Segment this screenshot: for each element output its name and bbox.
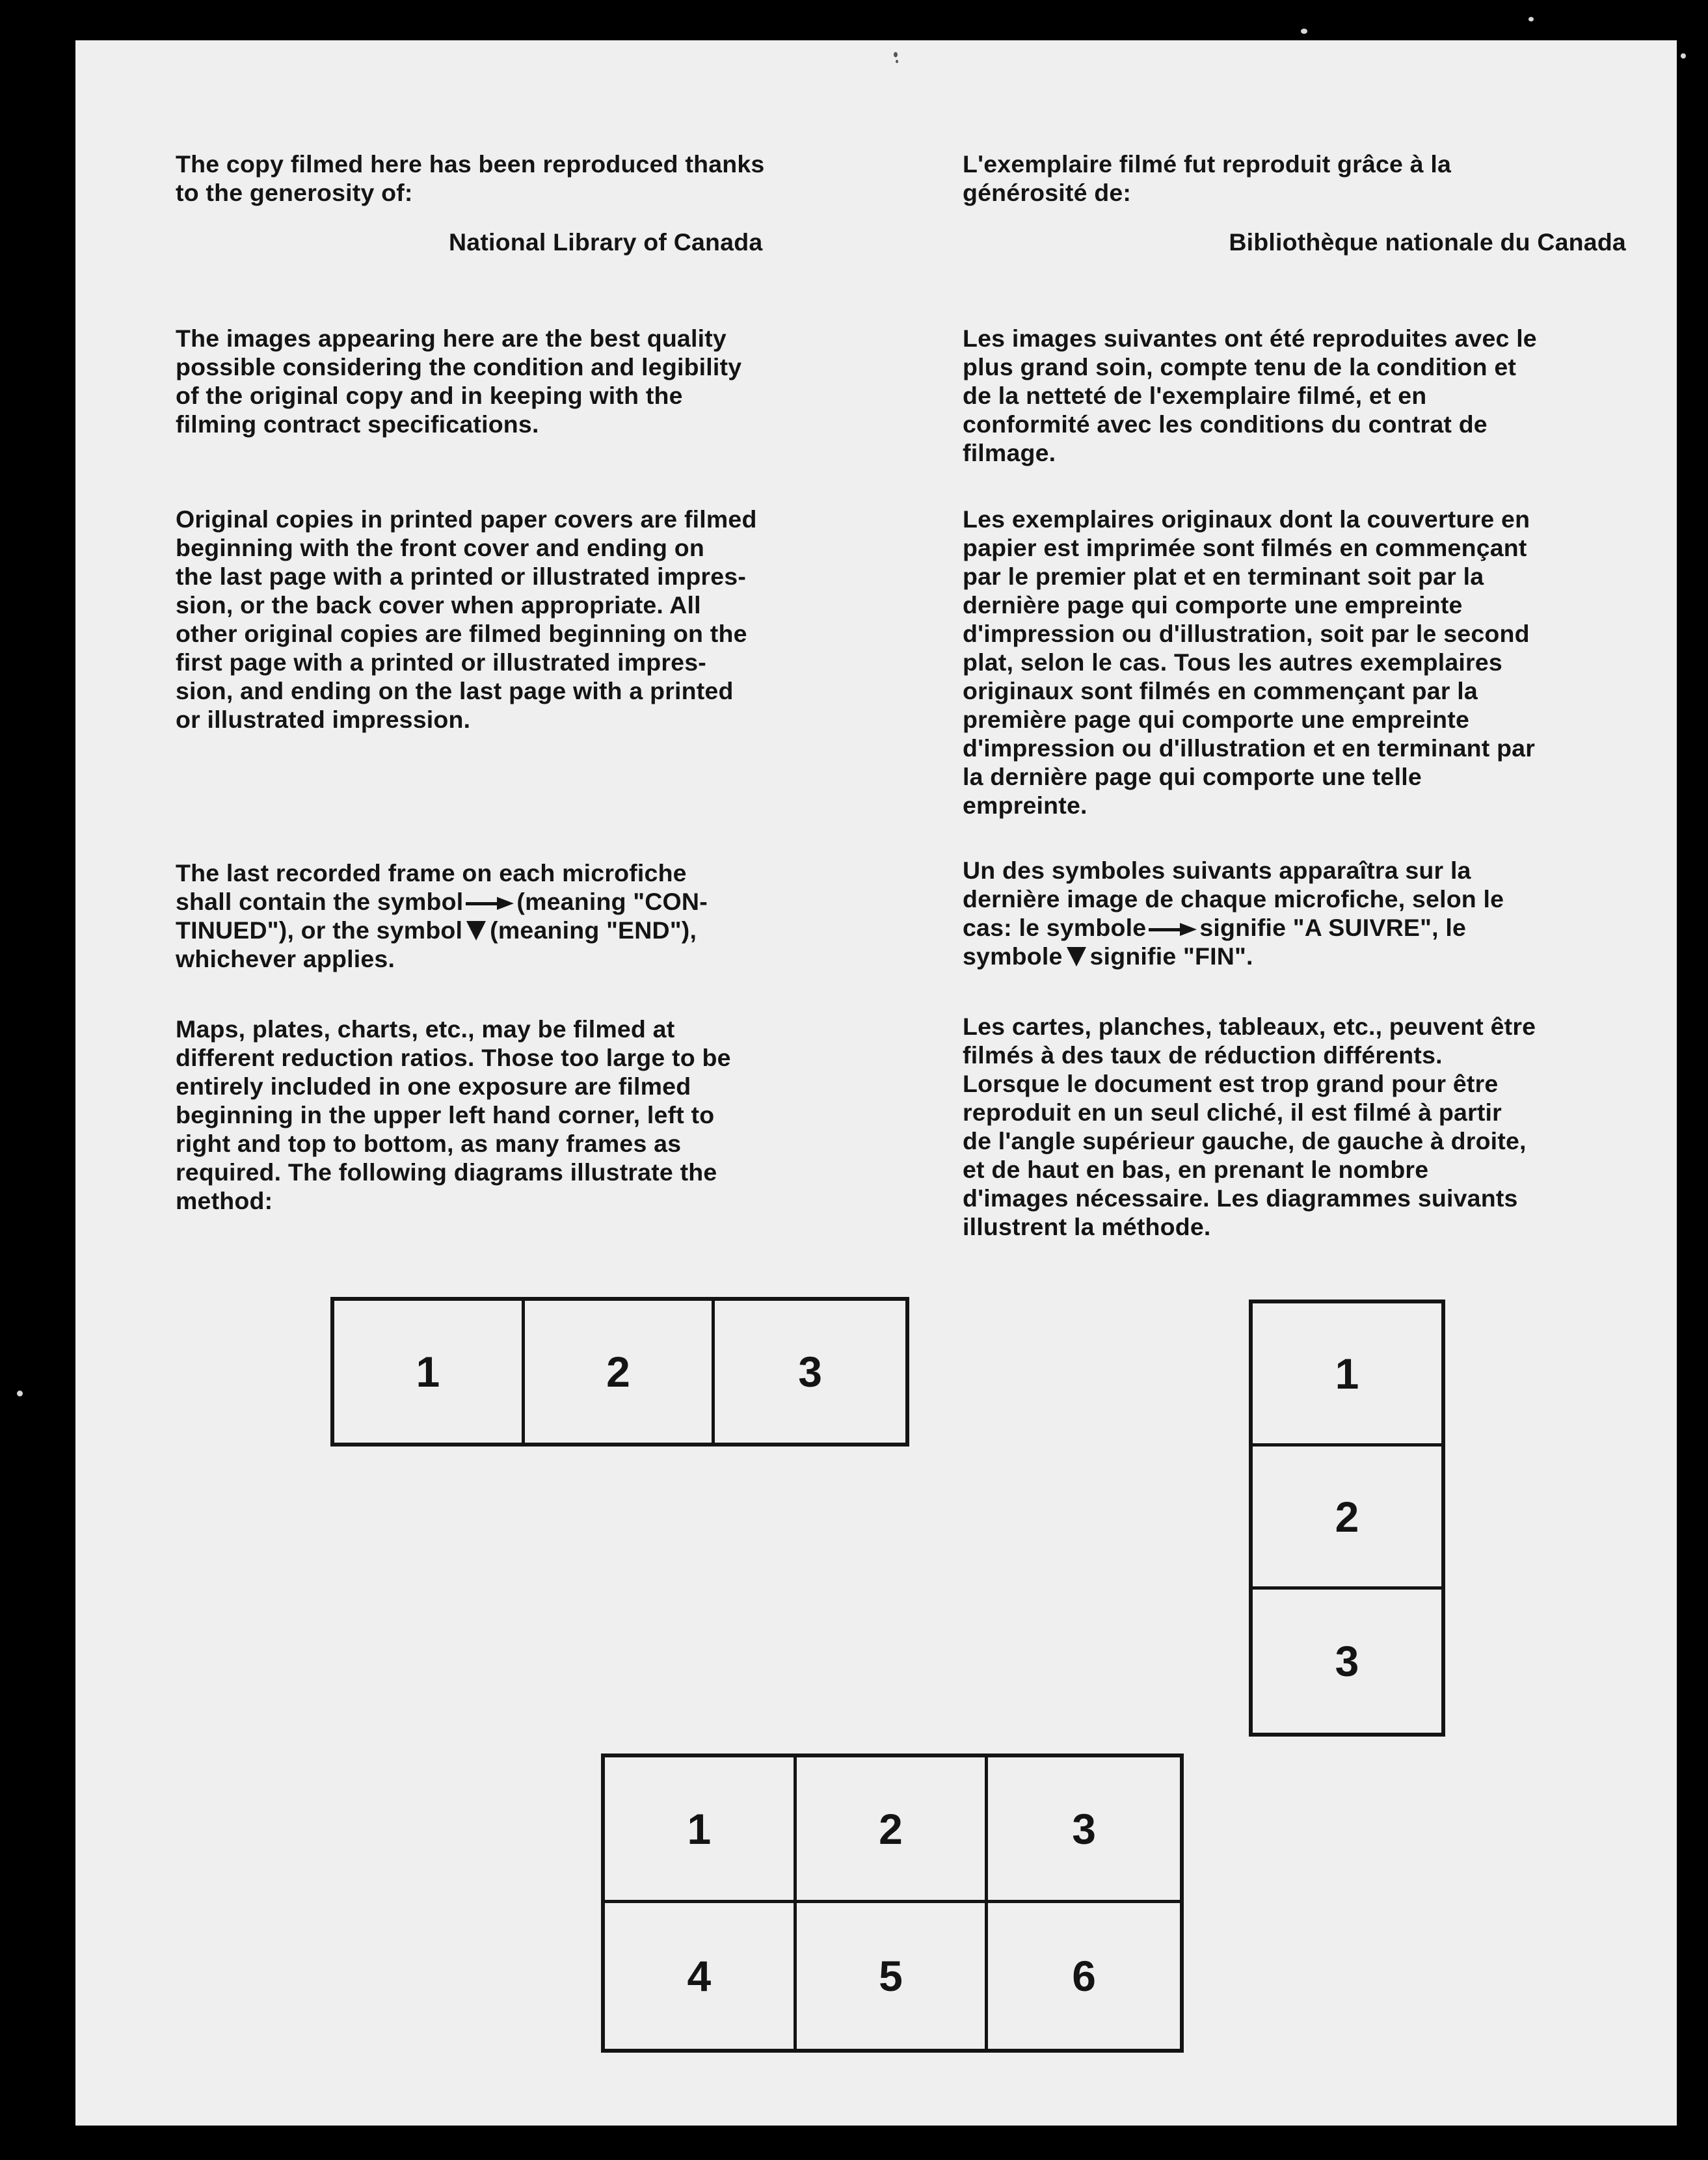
fr-p4-line3b: signifie "A SUIVRE", le (1199, 914, 1466, 941)
en-p3-line2: beginning with the front cover and ending on (176, 534, 704, 561)
triangle-down-icon (466, 921, 486, 940)
fr-p3-line10: la dernière page qui comporte une telle (963, 763, 1422, 790)
en-p3-line5: other original copies are filmed beginning on the (176, 620, 747, 647)
fr-institution: Bibliothèque nationale du Canada (1229, 228, 1626, 256)
fr-p4-line1: Un des symboles suivants apparaîtra sur la (963, 857, 1471, 884)
en-p1-line1: The copy filmed here has been reproduced thanks (176, 150, 765, 178)
en-p5-line6: required. The following diagrams illustrate the (176, 1158, 717, 1186)
triangle-down-icon (1067, 947, 1086, 967)
fr-p5-line8: illustrent la méthode. (963, 1213, 1211, 1240)
en-p5-line1: Maps, plates, charts, etc., may be filmed at (176, 1015, 675, 1043)
en-p4-line2b: (meaning "CON- (516, 888, 708, 915)
en-p4-line2a: shall contain the symbol (176, 888, 464, 915)
en-p4-line1: The last recorded frame on each microfiche (176, 859, 687, 887)
fr-p5-line2: filmés à des taux de réduction différents. (963, 1041, 1443, 1069)
frame-cell: 3 (798, 1348, 823, 1396)
fr-p3-line5: d'impression ou d'illustration, soit par le second (963, 620, 1530, 647)
en-p1-line2: to the generosity of: (176, 179, 413, 206)
diagram-horizontal (330, 1297, 909, 1447)
en-p3-line3: the last page with a printed or illustrated impres- (176, 563, 747, 590)
fr-p5-line4: reproduit en un seul cliché, il est filmé à partir (963, 1099, 1502, 1126)
fr-p2-line4: conformité avec les conditions du contrat de (963, 410, 1488, 438)
fr-p2-line5: filmage. (963, 439, 1056, 466)
frame-cell: 3 (1335, 1637, 1359, 1685)
filmed-document-page (75, 40, 1677, 2126)
frame-cell: 2 (797, 1757, 989, 1903)
fr-p3-line11: empreinte. (963, 792, 1088, 819)
en-p3-line4: sion, or the back cover when appropriate. All (176, 591, 701, 619)
en-p2-line4: filming contract specifications. (176, 410, 539, 438)
arrow-icon (466, 897, 514, 910)
fr-p1-line1: L'exemplaire filmé fut reproduit grâce à la (963, 150, 1452, 178)
frame-cell: 1 (334, 1301, 525, 1443)
en-p5-line3: entirely included in one exposure are filmed (176, 1073, 691, 1100)
film-speck (1681, 53, 1686, 59)
en-p3-line6: first page with a printed or illustrated impres- (176, 648, 706, 676)
fr-p3-line2: papier est imprimée sont filmés en commençant (963, 534, 1527, 561)
fr-p2-line2: plus grand soin, compte tenu de la condition et (963, 353, 1517, 380)
en-p2-line3: of the original copy and in keeping with the (176, 382, 683, 409)
fr-p3-line1: Les exemplaires originaux dont la couverture en (963, 505, 1530, 533)
frame-cell: 3 (988, 1757, 1180, 1903)
arrow-icon (1149, 923, 1197, 936)
en-p3-line1: Original copies in printed paper covers are filmed (176, 505, 757, 533)
fr-p3-line9: d'impression ou d'illustration et en terminant par (963, 734, 1536, 762)
fr-p2-line1: Les images suivantes ont été reproduites avec le (963, 325, 1537, 352)
diagram-vertical (1249, 1300, 1445, 1737)
film-speck (896, 60, 898, 63)
frame-cell: 2 (1253, 1447, 1441, 1590)
fr-p4-line3 (963, 913, 1626, 942)
en-p3-line8: or illustrated impression. (176, 706, 471, 733)
en-p4-line3a: TINUED"), or the symbol (176, 916, 463, 944)
frame-cell: 1 (1253, 1303, 1441, 1447)
fr-p4-line4b: signifie "FIN". (1089, 942, 1253, 970)
film-speck (17, 1391, 23, 1396)
fr-p5-line3: Lorsque le document est trop grand pour être (963, 1070, 1499, 1097)
en-p5-line5: right and top to bottom, as many frames as (176, 1130, 682, 1157)
fr-p3-line4: dernière page qui comporte une empreinte (963, 591, 1463, 619)
fr-p4-line4a: symbole (963, 942, 1063, 970)
frame-cell: 2 (525, 1301, 715, 1443)
frame-cell: 6 (1072, 1952, 1097, 2000)
fr-p5-line7: d'images nécessaire. Les diagrammes suivants (963, 1184, 1518, 1212)
fr-p4-line2: dernière image de chaque microfiche, selon le (963, 885, 1504, 913)
fr-p4-line4 (963, 942, 1626, 971)
fr-p5-line5: de l'angle supérieur gauche, de gauche à droite, (963, 1127, 1527, 1154)
fr-p3-line3: par le premier plat et en terminant soit par la (963, 563, 1484, 590)
en-p2-line2: possible considering the condition and legibility (176, 353, 742, 380)
en-p4-line4: whichever applies. (176, 945, 395, 972)
frame-cell: 5 (797, 1903, 989, 2049)
fr-p1-line2: générosité de: (963, 179, 1132, 206)
en-p4-line2 (176, 887, 820, 916)
fr-p2-line3: de la netteté de l'exemplaire filmé, et en (963, 382, 1427, 409)
frame-cell: 4 (605, 1903, 797, 2049)
en-p4-line3b: (meaning "END"), (490, 916, 697, 944)
en-p5-line7: method: (176, 1187, 273, 1214)
fr-p3-line8: première page qui comporte une empreinte (963, 706, 1470, 733)
fr-p5-line1: Les cartes, planches, tableaux, etc., peuvent être (963, 1013, 1536, 1040)
fr-p3-line6: plat, selon le cas. Tous les autres exemplaires (963, 648, 1502, 676)
en-institution: National Library of Canada (449, 228, 763, 256)
en-p4-line3 (176, 916, 820, 945)
diagram-grid (601, 1753, 1184, 2053)
film-speck (894, 52, 898, 57)
film-speck (1528, 17, 1534, 21)
film-speck (1301, 29, 1307, 34)
en-p5-line4: beginning in the upper left hand corner, left to (176, 1101, 715, 1128)
fr-p4-line3a: cas: le symbole (963, 914, 1147, 941)
en-p3-line7: sion, and ending on the last page with a printed (176, 677, 734, 704)
en-p2-line1: The images appearing here are the best quality (176, 325, 727, 352)
fr-p3-line7: originaux sont filmés en commençant par la (963, 677, 1478, 704)
fr-p5-line6: et de haut en bas, en prenant le nombre (963, 1156, 1429, 1183)
frame-cell: 1 (605, 1757, 797, 1903)
en-p5-line2: different reduction ratios. Those too large to be (176, 1044, 731, 1071)
